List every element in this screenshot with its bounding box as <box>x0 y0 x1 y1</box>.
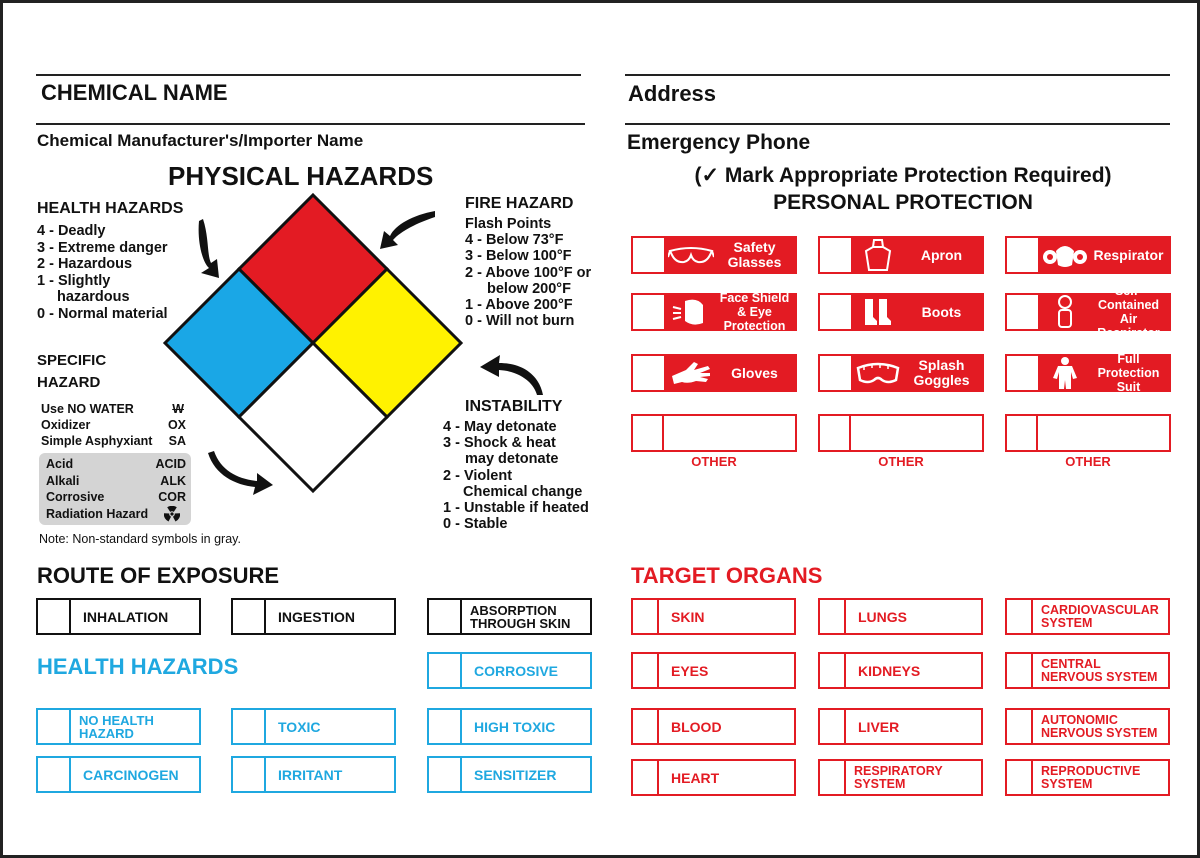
ppe-label <box>1092 238 1169 272</box>
checkbox-square[interactable] <box>820 238 851 272</box>
legend-line: 2 - Violent <box>443 467 513 484</box>
ppe-label-line: Full <box>1117 352 1140 366</box>
ppe-label <box>905 238 982 272</box>
target-organ-checkbox[interactable] <box>631 598 796 635</box>
apron-icon <box>851 238 905 272</box>
gray-name: Acid <box>46 457 74 471</box>
checkbox-label: EYES <box>671 662 709 679</box>
checkbox-square[interactable] <box>633 654 659 687</box>
other-label: OTHER <box>1065 454 1111 469</box>
face-shield-icon <box>664 295 718 329</box>
checkbox-square[interactable] <box>429 758 462 791</box>
checkbox-label: KIDNEYS <box>858 662 921 679</box>
ppe-label-line: Face Shield <box>719 291 790 305</box>
legend-line: 0 - Normal material <box>37 305 168 322</box>
legend-line: Chemical change <box>463 483 583 500</box>
gray-name: Corrosive <box>46 490 105 504</box>
radiation-icon <box>164 506 180 522</box>
checkbox-square[interactable] <box>1007 356 1038 390</box>
target-organ-checkbox[interactable] <box>1005 708 1170 745</box>
ppe-label <box>718 291 795 333</box>
specific-title-line: SPECIFIC <box>37 352 107 369</box>
specific-name: Simple Asphyxiant <box>41 434 153 448</box>
checkbox-square[interactable] <box>633 600 659 633</box>
specific-name: Oxidizer <box>41 418 91 432</box>
ppe-option[interactable] <box>631 236 797 274</box>
divider <box>625 74 1170 76</box>
respirator-icon <box>1038 238 1092 272</box>
no-health-hazard-checkbox[interactable] <box>36 708 201 745</box>
checkbox-square[interactable] <box>820 356 851 390</box>
checkbox-label: ABSORPTION THROUGH SKIN <box>470 602 571 631</box>
toxic-checkbox[interactable] <box>231 708 396 745</box>
legend-line: hazardous <box>57 289 130 305</box>
ppe-option[interactable] <box>818 293 984 331</box>
emergency-phone-field[interactable]: Emergency Phone <box>627 131 811 154</box>
ppe-option[interactable] <box>818 236 984 274</box>
checkbox-label: HEART <box>671 769 720 786</box>
ppe-option[interactable] <box>1005 284 1171 340</box>
legend-line: 3 - Below 100°F <box>465 248 572 265</box>
checkbox-square[interactable] <box>1007 654 1033 687</box>
ppe-option[interactable] <box>818 354 984 392</box>
health-hazards-legend <box>37 223 168 322</box>
specific-code: SA <box>168 434 186 448</box>
target-organ-checkbox[interactable] <box>818 759 983 796</box>
checkbox-square[interactable] <box>633 761 659 794</box>
legend-line: 2 - Above 100°F or <box>465 264 592 281</box>
checkbox-square[interactable] <box>429 710 462 743</box>
checkbox-label: CENTRAL NERVOUS SYSTEM <box>1041 656 1158 684</box>
legend-line: below 200°F <box>487 280 571 297</box>
checkbox-square[interactable] <box>233 600 266 633</box>
checkbox-label: NO HEALTH HAZARD <box>79 712 154 741</box>
other-protection-field[interactable] <box>1005 414 1171 452</box>
target-organs-title: TARGET ORGANS <box>631 563 823 588</box>
checkbox-label: LIVER <box>858 718 900 735</box>
ppe-label-line: Apron <box>920 246 963 263</box>
specific-code: OX <box>167 418 186 432</box>
fire-hazard-legend <box>465 216 591 329</box>
boots-icon <box>851 295 905 329</box>
checkbox-square[interactable] <box>633 710 659 743</box>
ingestion-checkbox[interactable] <box>231 598 396 635</box>
checkbox-label: CARCINOGEN <box>83 766 179 783</box>
curved-arrow-icon <box>480 355 543 395</box>
ppe-label <box>1092 352 1169 394</box>
ppe-label-line: Safety <box>733 239 776 255</box>
checkbox-square[interactable] <box>429 654 462 687</box>
divider <box>36 123 585 125</box>
ppe-label-line: Air Respirator <box>1097 312 1160 340</box>
ppe-label-line: Protection Suit <box>1097 366 1160 394</box>
checkbox-square[interactable] <box>820 654 846 687</box>
legend-line: 3 - Extreme danger <box>37 239 168 256</box>
specific-hazard-title <box>37 350 106 394</box>
legend-line: 4 - May detonate <box>443 419 557 435</box>
ppe-label-line: Goggles <box>913 372 970 388</box>
other-protection-field[interactable] <box>818 414 984 452</box>
fire-hazard-legend-title: FIRE HAZARD <box>465 195 574 212</box>
legend-line: 3 - Shock & heat <box>443 435 556 452</box>
checkbox-square[interactable] <box>38 758 71 791</box>
instability-legend-title: INSTABILITY <box>465 398 563 415</box>
physical-hazards-title: PHYSICAL HAZARDS <box>168 161 434 191</box>
checkbox-label: SKIN <box>671 608 705 625</box>
gloves-icon <box>664 356 718 390</box>
gray-code: ACID <box>155 457 186 471</box>
legend-line: 1 - Above 200°F <box>465 297 573 314</box>
target-organ-checkbox[interactable] <box>818 598 983 635</box>
legend-line: 1 - Slightly <box>37 272 111 289</box>
checkbox-square[interactable] <box>633 295 664 329</box>
checkbox-square[interactable] <box>1007 600 1033 633</box>
specific-code: W <box>172 402 184 416</box>
gray-name: Alkali <box>46 473 80 488</box>
checkbox-square[interactable] <box>429 600 462 633</box>
carcinogen-checkbox[interactable] <box>36 756 201 793</box>
legend-line: 0 - Will not burn <box>465 313 575 330</box>
route-of-exposure-title: ROUTE OF EXPOSURE <box>37 563 280 588</box>
ppe-label-line: Respirator <box>1093 246 1164 263</box>
inhalation-checkbox[interactable] <box>36 598 201 635</box>
ppe-option[interactable] <box>631 293 797 331</box>
gray-row <box>46 506 186 523</box>
legend-line: 2 - Hazardous <box>37 256 133 272</box>
corrosive-checkbox[interactable] <box>427 652 592 689</box>
ppe-option[interactable] <box>1005 236 1171 274</box>
ppe-label <box>718 356 795 390</box>
health-hazards-legend-title: HEALTH HAZARDS <box>37 200 184 217</box>
specific-name: Use NO WATER <box>41 402 134 416</box>
checkbox-label: HIGH TOXIC <box>474 718 556 735</box>
legend-line: 4 - Deadly <box>37 223 106 239</box>
target-organ-checkbox[interactable] <box>631 652 796 689</box>
checkbox-square[interactable] <box>233 758 266 791</box>
protection-suit-icon <box>1038 356 1092 390</box>
checkbox-label: REPRODUCTIVE SYSTEM <box>1041 763 1141 791</box>
self-contained-respirator-icon <box>1038 295 1092 329</box>
ppe-label-line: & Eye Protection <box>723 305 786 333</box>
checkbox-label: INGESTION <box>278 608 356 625</box>
checkbox-label: AUTONOMIC NERVOUS SYSTEM <box>1041 712 1158 740</box>
checkbox-square[interactable] <box>233 710 266 743</box>
legend-line: 0 - Stable <box>443 516 508 533</box>
checkbox-square[interactable] <box>820 416 851 450</box>
target-organ-checkbox[interactable] <box>1005 759 1170 796</box>
checkbox-label: BLOOD <box>671 718 722 735</box>
ppe-option[interactable] <box>631 354 797 392</box>
checkbox-square[interactable] <box>1007 238 1038 272</box>
checkbox-square[interactable] <box>820 295 851 329</box>
ppe-label-line: Self-Contained <box>1097 284 1160 312</box>
target-organ-checkbox[interactable] <box>1005 598 1170 635</box>
target-organ-checkbox[interactable] <box>818 652 983 689</box>
checkbox-label: RESPIRATORY SYSTEM <box>854 763 943 791</box>
checkbox-square[interactable] <box>820 600 846 633</box>
divider <box>36 74 581 76</box>
checkbox-label: SENSITIZER <box>474 766 557 783</box>
target-organ-checkbox[interactable] <box>631 708 796 745</box>
ppe-label <box>905 356 982 390</box>
ppe-label-line: Boots <box>921 303 962 320</box>
checkbox-square[interactable] <box>633 416 664 450</box>
checkbox-square[interactable] <box>38 710 71 743</box>
address-field[interactable]: Address <box>628 81 717 106</box>
gray-code: ALK <box>160 473 186 488</box>
legend-line: 1 - Unstable if heated <box>443 500 589 517</box>
checkbox-square[interactable] <box>633 356 664 390</box>
checkbox-square[interactable] <box>820 761 846 794</box>
ppe-label-line: Gloves <box>731 364 778 381</box>
checkbox-label: LUNGS <box>858 608 907 625</box>
target-organ-checkbox[interactable] <box>1005 652 1170 689</box>
gray-code: COR <box>158 490 186 504</box>
target-organ-checkbox[interactable] <box>631 759 796 796</box>
checkbox-square[interactable] <box>820 710 846 743</box>
checkbox-square[interactable] <box>1007 416 1038 450</box>
checkbox-label: TOXIC <box>278 718 321 735</box>
ppe-label-line: Glasses <box>727 254 782 270</box>
divider <box>625 123 1170 125</box>
checkbox-label: CORROSIVE <box>474 662 559 679</box>
health-hazards-title: HEALTH HAZARDS <box>37 654 239 679</box>
nfpa-diamond <box>153 191 473 503</box>
personal-protection-title: PERSONAL PROTECTION <box>773 191 1033 214</box>
non-standard-note: Note: Non-standard symbols in gray. <box>39 532 241 546</box>
ppe-option[interactable] <box>1005 354 1171 392</box>
other-protection-field[interactable] <box>631 414 797 452</box>
legend-line: may detonate <box>465 451 559 468</box>
high-toxic-checkbox[interactable] <box>427 708 592 745</box>
specific-title-line: HAZARD <box>37 374 101 391</box>
legend-line: Flash Points <box>465 216 552 232</box>
checkbox-square[interactable] <box>633 238 664 272</box>
safety-glasses-icon <box>664 238 718 272</box>
checkbox-square[interactable] <box>1007 295 1038 329</box>
checkbox-label: CARDIOVASCULAR SYSTEM <box>1041 602 1159 630</box>
ppe-label <box>1092 284 1169 340</box>
ppe-label-line: Splash <box>918 357 965 373</box>
sensitizer-checkbox[interactable] <box>427 756 592 793</box>
irritant-checkbox[interactable] <box>231 756 396 793</box>
gray-name: Radiation Hazard <box>46 506 149 521</box>
checkbox-square[interactable] <box>38 600 71 633</box>
checkbox-label: IRRITANT <box>278 766 343 783</box>
manufacturer-field[interactable]: Chemical Manufacturer's/Importer Name <box>37 131 364 150</box>
chemical-name-field[interactable]: CHEMICAL NAME <box>41 80 228 105</box>
target-organ-checkbox[interactable] <box>818 708 983 745</box>
ppe-label <box>905 295 982 329</box>
checkbox-square[interactable] <box>1007 761 1033 794</box>
mark-protection-instruction: (✓ Mark Appropriate Protection Required) <box>694 164 1112 187</box>
other-label: OTHER <box>878 454 924 469</box>
ppe-label <box>718 238 795 272</box>
other-label: OTHER <box>691 454 737 469</box>
checkbox-square[interactable] <box>1007 710 1033 743</box>
splash-goggles-icon <box>851 356 905 390</box>
legend-line: 4 - Below 73°F <box>465 232 564 249</box>
checkbox-label: INHALATION <box>83 608 169 625</box>
absorption-checkbox[interactable] <box>427 598 592 635</box>
